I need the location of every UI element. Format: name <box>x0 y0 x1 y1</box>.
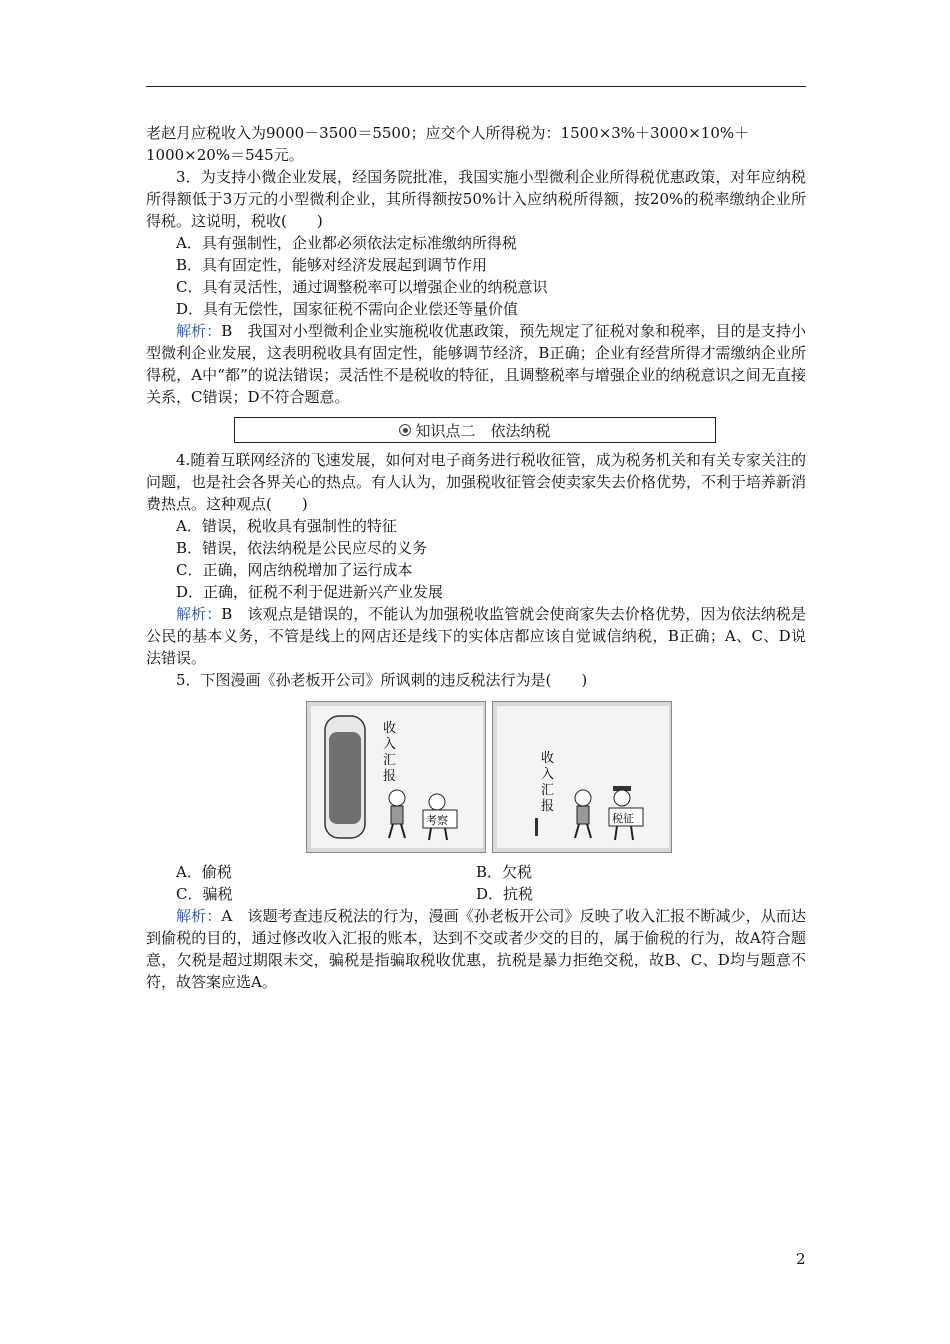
q5-analysis-label: 解析： <box>176 907 222 925</box>
q4-analysis <box>146 603 806 669</box>
q4-analysis-label: 解析： <box>176 605 222 623</box>
q5-options-row-2 <box>146 883 806 905</box>
q3-analysis <box>146 320 806 408</box>
panel1-char-4: 报 <box>383 769 397 784</box>
q5-analysis-text: A 该题考查违反税法的行为，漫画《孙老板开公司》反映了收入汇报不断减少，从而达到偷税的目的，通过修改收入汇报的账本，达到不交或者少交的目的，属于偷税的行为，故A符合题意，欠税是超过期限未交，骗税是指骗取税收优惠，抗税是暴力拒绝交税，故B、C、D均与题意不符，故答案应选A。 <box>146 907 806 991</box>
panel1-char-3: 汇 <box>383 753 397 768</box>
q3-option-c: C．具有灵活性，通过调整税率可以增强企业的纳税意识 <box>176 278 548 296</box>
target-bullet-icon <box>399 424 411 436</box>
section-heading-box <box>234 417 716 443</box>
panel1-sign: 考察 <box>426 814 448 827</box>
comic-panel-1 <box>306 701 486 853</box>
q5-option-a: A．偷税 <box>176 863 232 881</box>
q4-option-d: D．正确，征税不利于促进新兴产业发展 <box>176 583 444 601</box>
q3-analysis-text: B 我国对小型微利企业实施税收优惠政策，预先规定了征税对象和税率，目的是支持小型微利企业发展，这表明税收具有固定性，能够调节经济，B正确；企业有经营所得才需缴纳企业所得税，A中“都”的说法错误；灵活性不是税收的特征，且调整税率与增强企业的纳税意识之间无直接关系，C错误；D不符合题意。 <box>146 322 806 406</box>
q5-option-d: D．抗税 <box>476 885 534 903</box>
prev-answer-line-2: 1000×20%＝545元。 <box>146 146 304 164</box>
comic-illustration <box>306 701 672 853</box>
panel2-sign: 税征 <box>612 812 634 825</box>
panel2-char-1: 收 <box>541 751 555 766</box>
section-title: 知识点二 依法纳税 <box>415 421 551 440</box>
q3-option-a: A．具有强制性，企业都必须依法定标准缴纳所得税 <box>176 234 517 252</box>
q3-option-b: B．具有固定性，能够对经济发展起到调节作用 <box>176 256 488 274</box>
q5-option-c: C．骗税 <box>176 885 233 903</box>
panel1-char-2: 入 <box>383 737 397 752</box>
panel2-char-2: 入 <box>541 767 555 782</box>
q3-analysis-label: 解析： <box>176 322 222 340</box>
q4-option-c: C．正确，网店纳税增加了运行成本 <box>176 561 413 579</box>
q4-option-b: B．错误，依法纳税是公民应尽的义务 <box>176 539 428 557</box>
panel2-char-4: 报 <box>541 799 555 814</box>
panel2-char-3: 汇 <box>541 783 555 798</box>
q5-analysis <box>146 905 806 993</box>
question-5-stem: 5．下图漫画《孙老板开公司》所讽刺的违反税法行为是( ) <box>176 671 588 689</box>
prev-answer-line-1: 老赵月应税收入为9000－3500＝5500；应交个人所得税为：1500×3%＋3000×10%＋ <box>146 124 750 142</box>
q3-option-d: D．具有无偿性，国家征税不需向企业偿还等量价值 <box>176 300 519 318</box>
question-3-stem: 3．为支持小微企业发展，经国务院批准，我国实施小型微利企业所得税优惠政策，对年应纳税所得额低于3万元的小型微利企业，其所得额按50%计入应纳税所得额，按20%的税率缴纳企业所得税。这说明，税收( ) <box>146 168 806 230</box>
q5-option-b: B．欠税 <box>476 863 533 881</box>
question-4-stem: 4.随着互联网经济的飞速发展，如何对电子商务进行税收征管，成为税务机关和有关专家关注的问题，也是社会各界关心的热点。有人认为，加强税收征管会使卖家失去价格优势，不利于培养新消费热点。这种观点( ) <box>146 451 807 513</box>
page-content <box>146 122 806 993</box>
q5-options-row-1 <box>146 861 806 883</box>
panel1-char-1: 收 <box>383 721 397 736</box>
header-rule <box>146 86 806 87</box>
page-number: 2 <box>796 1250 806 1268</box>
q4-analysis-text: B 该观点是错误的，不能认为加强税收监管就会使商家失去价格优势，因为依法纳税是公民的基本义务，不管是线上的网店还是线下的实体店都应该自觉诚信纳税，B正确；A、C、D说法错误。 <box>146 605 806 667</box>
comic-panel-2 <box>492 701 672 853</box>
q4-option-a: A．错误，税收具有强制性的特征 <box>176 517 397 535</box>
